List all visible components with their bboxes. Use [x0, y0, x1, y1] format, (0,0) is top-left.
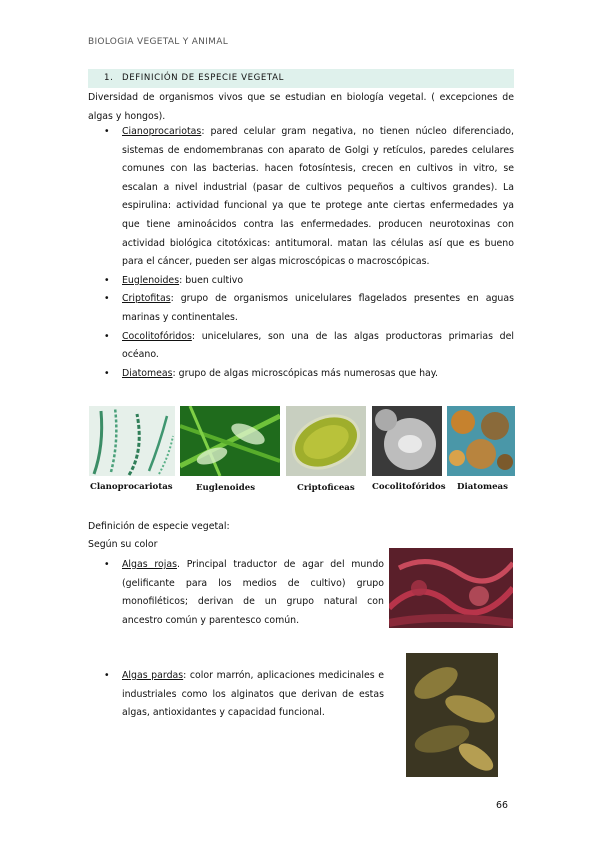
list-item: [88, 365, 514, 384]
term: Algas rojas: [122, 559, 177, 570]
term: Euglenoides: [122, 274, 180, 286]
term-description: : unicelulares, son una de las algas productoras primarias del océano.: [122, 330, 514, 361]
euglenoides-image: [180, 406, 280, 476]
criptoficeas-image: [286, 406, 366, 476]
term: Cocolitofóridos: [122, 330, 192, 342]
algas-pardas-image: [406, 653, 498, 777]
section-number: 1.: [104, 73, 114, 83]
bullet-icon: •: [104, 330, 110, 342]
algas-rojas-image: [389, 548, 513, 628]
intro-paragraph: Diversidad de organismos vivos que se estudian en biología vegetal. ( excepciones de algas y hongos).: [88, 92, 514, 122]
caption-cocolitoforidos: Cocolitofóridos: [372, 482, 446, 492]
term-description: : buen cultivo: [179, 274, 244, 286]
section-heading: [88, 69, 514, 88]
list-item: [88, 328, 514, 365]
section-title: DEFINICIÓN DE ESPECIE VEGETAL: [122, 73, 284, 83]
bullet-icon: •: [104, 559, 110, 570]
diatomeas-image: [447, 406, 515, 476]
term-description: : grupo de algas microscópicas más numerosas que hay.: [172, 367, 438, 379]
term-description: . Principal traductor de agar del mundo (gelificante para los medios de cultivo) grupo monofiléticos; derivan de un grupo natural con ancestro común y parentesco común.: [122, 559, 384, 626]
caption-euglenoides: Euglenoides: [196, 483, 256, 493]
list-item: [88, 556, 384, 630]
caption-cianoprocariotas: Clanoprocariotas: [90, 482, 173, 492]
list-item: [88, 667, 384, 723]
bullet-icon: •: [104, 367, 110, 379]
bullet-icon: •: [104, 126, 110, 137]
cianoprocariotas-image: [89, 406, 175, 476]
definition-label: Definición de especie vegetal:: [88, 521, 230, 532]
list-item: [88, 290, 514, 327]
term: Criptofitas: [122, 293, 171, 305]
page-number: 66: [496, 800, 508, 811]
list-item: [88, 272, 514, 291]
bullet-icon: •: [104, 293, 110, 305]
term-description: : grupo de organismos unicelulares flagelados presentes en aguas marinas y continentales.: [122, 293, 514, 323]
list-item: [88, 123, 514, 272]
caption-diatomeas: Diatomeas: [457, 482, 508, 492]
term-description: : color marrón, aplicaciones medicinales e industriales como los alginatos que derivan de estas algas, antioxidantes y capacidad funcional.: [122, 670, 384, 719]
term: Algas pardas: [122, 670, 184, 681]
bullet-icon: •: [104, 274, 110, 286]
term: Diatomeas: [122, 367, 173, 379]
algas-rojas-list: [88, 556, 384, 630]
algas-pardas-list: [88, 667, 384, 723]
groups-list: [88, 123, 514, 383]
caption-criptoficeas: Criptoficeas: [297, 483, 355, 493]
cocolitoforidos-image: [372, 406, 442, 476]
color-label: Según su color: [88, 539, 158, 550]
running-header: BIOLOGIA VEGETAL Y ANIMAL: [88, 37, 229, 47]
bullet-icon: •: [104, 670, 110, 681]
term: Cianoprocariotas: [122, 126, 202, 137]
term-description: : pared celular gram negativa, no tienen núcleo diferenciado, sistemas de endomembranas con aparato de Golgi y retículos, paredes celulares comunes con las bacterias. hacen fotosíntesis, crecen en cultivos in vitro, se escalan a nivel industrial (pasar de cultivos pequeños a cultivos grandes). La espirulina: actividad funcional ya que te protege ante ciertas enfermedades ya que tiene aminoácidos contra las enfermedades. producen neurotoxinas con actividad biológica citotóxicas: antitumoral. matan las células así que es bueno para el cáncer, pueden ser algas microscópicas o macroscópicas.: [122, 126, 514, 268]
